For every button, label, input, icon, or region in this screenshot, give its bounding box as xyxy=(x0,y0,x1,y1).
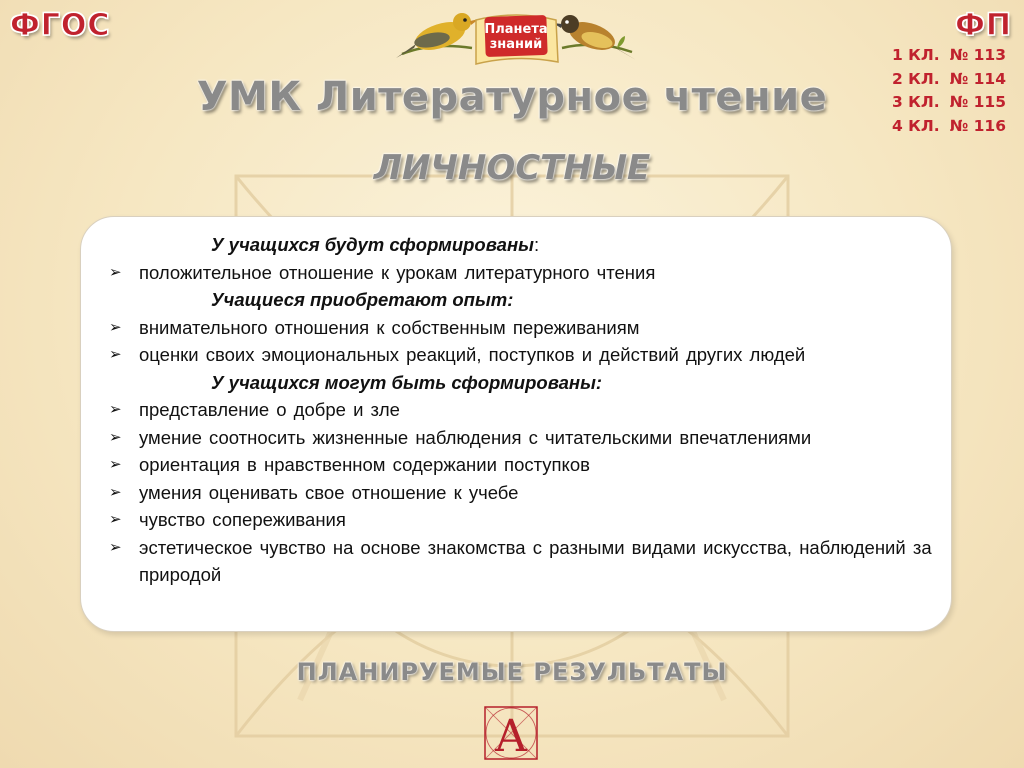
content-card xyxy=(80,216,952,632)
bullet-arrow-icon: ➢ xyxy=(109,456,122,473)
page-title: УМК Литературное чтение xyxy=(196,74,828,120)
bullet-arrow-icon: ➢ xyxy=(109,401,122,418)
program-item: 4 КЛ. № 116 xyxy=(891,116,1006,135)
section-heading: ЛИЧНОСТНЫЕ xyxy=(373,148,651,188)
list-item: ➢ положительное отношение к урокам литературного чтения xyxy=(107,259,935,287)
group-heading: У учащихся будут сформированы: xyxy=(211,234,540,255)
fgos-label: ФГОС xyxy=(10,8,111,43)
group-heading: У учащихся могут быть сформированы: xyxy=(211,371,603,393)
list-item: ➢ представление о добре и зле xyxy=(107,396,935,424)
list-item: ➢ эстетическое чувство на основе знакомства с разными видами искусства, наблюдений за природой xyxy=(107,534,935,589)
logo-text-line1: Планета xyxy=(484,22,548,37)
item-list xyxy=(107,259,935,287)
list-item: ➢ внимательного отношения к собственным переживаниям xyxy=(107,314,935,342)
list-item: ➢ оценки своих эмоциональных реакций, поступков и действий других людей xyxy=(107,341,935,369)
group-heading: Учащиеся приобретают опыт: xyxy=(211,289,514,310)
emblem-letter: А xyxy=(494,711,528,762)
letter-a-emblem-icon xyxy=(482,704,540,762)
planned-results-title: ПЛАНИРУЕМЫЕ РЕЗУЛЬТАТЫ xyxy=(296,658,728,686)
fp-label: ФП xyxy=(955,8,1012,43)
bullet-arrow-icon: ➢ xyxy=(109,428,122,446)
program-item: 2 КЛ. № 114 xyxy=(891,69,1006,88)
bullet-arrow-icon: ➢ xyxy=(109,263,122,281)
bullet-arrow-icon: ➢ xyxy=(109,538,122,556)
planeta-znaniy-logo xyxy=(392,2,642,80)
logo-banner xyxy=(476,15,558,64)
list-item: ➢ ориентация в нравственном содержании поступков xyxy=(107,451,935,479)
list-item: ➢ умения оценивать свое отношение к учебе xyxy=(107,479,935,507)
list-item: ➢ чувство сопереживания xyxy=(107,506,935,534)
logo-text-line2: знаний xyxy=(489,37,543,52)
bullet-arrow-icon: ➢ xyxy=(109,511,122,528)
item-list xyxy=(107,396,935,589)
bullet-arrow-icon: ➢ xyxy=(109,318,122,336)
program-item: 1 КЛ. № 113 xyxy=(891,46,1006,64)
bullet-arrow-icon: ➢ xyxy=(109,346,122,363)
bullet-arrow-icon: ➢ xyxy=(109,483,122,501)
program-item: 3 КЛ. № 115 xyxy=(891,93,1006,111)
list-item: ➢ умение соотносить жизненные наблюдения с читательскими впечатлениями xyxy=(107,424,935,452)
item-list xyxy=(107,314,935,369)
